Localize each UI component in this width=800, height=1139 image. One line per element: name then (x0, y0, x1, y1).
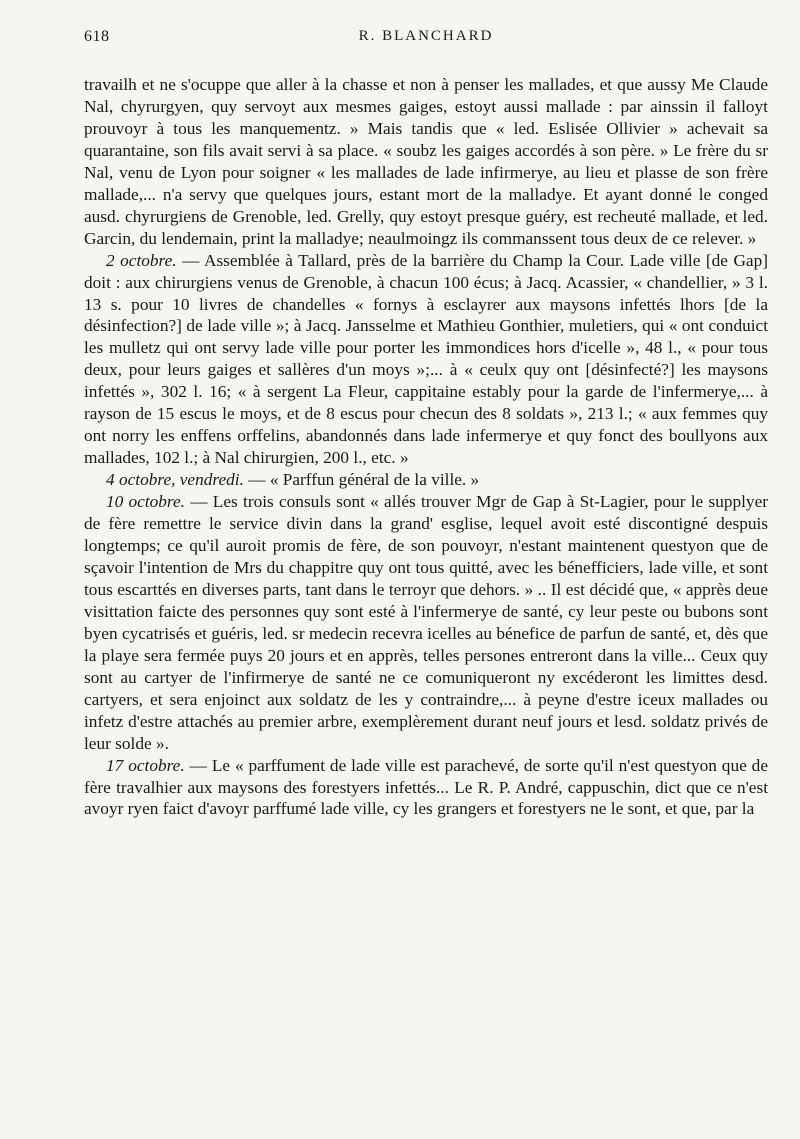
page-header (84, 28, 768, 52)
paragraph-2-octobre (84, 250, 768, 470)
paragraph-text: — « Parffun général de la ville. » (243, 470, 480, 490)
page-number: 618 (84, 28, 110, 45)
paragraph-date: 10 octobre. (106, 492, 186, 512)
paragraph-17-octobre (84, 755, 768, 821)
paragraph-text: — Le « parffument de lade ville est parachevé, de sorte qu'il n'est questyon que de fère travalhier aux maysons des forestyers infettés... Le R. P. André, cappuschin, dict que ce n'est avoyr ryen faict d'avoyr parffumé lade ville, cy les grangers et forestyers ne le sont, et que, par la (84, 755, 768, 819)
paragraph-text: — Les trois consuls sont « allés trouver Mgr de Gap à St-Lagier, pour le supplyer de fère remettre le service divin dans la grand' esglise, lequel avoit esté discontigné despuis longtemps; ce qu'il auroit promis de fère, de son pouvoyr, n'estant maintenent questyon que de sçavoir l'intention de Mrs du chappitre quy ont tous quitté, avec les bénefficiers, lade ville, et sont tous escarttés en diverses parts, tant dans le terroyr que dehors. » .. Il est décidé que, « apprès deue visittation faicte des personnes quy sont esté à l'infermerye de santé, cy leur peste ou bubons sont byen cycatrisés et guéris, led. sr medecin recevra icelles au bénefice de parfun de santé, et, dès que la playe sera fermée puys 20 jours et en apprès, telles persones entreront dans la ville... Ceux quy sont au cartyer de l'infirmerye de santé ne ce comuniqueront ny excéderont les limittes desd. cartyers, et sera enjoinct aux soldatz de les y contraindre,... à peyne d'estre iceux mallades ou infetz d'estre attachés au premier arbre, exemplèrement durant neuf jours et lesd. soldatz privés de leur solde ». (84, 492, 768, 753)
paragraph-continuation (84, 74, 768, 250)
paragraph-text: — Assemblée à Tallard, près de la barrière du Champ la Cour. Lade ville [de Gap] doit : aux chirurgiens venus de Grenoble, à chacun 100 écus; à Jacq. Acassier, « chandellier, » 3 l. 13 s. pour 10 livres de chandelles « fornys à esclayrer aux maysons infettés lhors [de la désinfection?] de lade ville »; à Jacq. Jansselme et Mathieu Gonthier, muletiers, qui « ont conduict les mulletz qui ont servy lade ville pour porter les immondices hors d'icelle », 48 l., « pour tous deux, pour leurs gaiges et sallères d'un moys »;... à « ceulx quy ont [désinfecté?] les maysons infettés », 302 l. 16; « à sergent La Fleur, cappitaine estably pour la garde de l'infermerye,... à rayson de 15 escus le moys, et de 8 escus pour checun des 8 soldats », 213 l.; « aux femmes quy ont norry les enffens orffelins, abandonnés dans lade infermerye et quy fonct des boullyons aux mallades, 102 l.; à Nal chirurgien, 200 l., etc. » (84, 250, 768, 468)
paragraph-10-octobre (84, 491, 768, 754)
body-text (84, 74, 768, 820)
paragraph-4-octobre (84, 469, 768, 491)
paragraph-date: 4 octobre, vendredi. (106, 470, 244, 490)
running-head: R. BLANCHARD (358, 28, 494, 44)
paragraph-date: 17 octobre. (106, 755, 185, 775)
paragraph-date: 2 octobre. (106, 250, 177, 270)
paragraph-text: travailh et ne s'ocuppe que aller à la chasse et non à penser les mallades, et que aussy Me Claude Nal, chyrurgyen, quy servoyt aux mesmes gaiges, estoyt aussi mallade : par ainssin il falloyt prouvoyr à tous les manquementz. » Mais tandis que « led. Eslisée Ollivier » achevait sa quarantaine, son fils avait servi à sa place. « soubz les gaiges accordés à son père. » Le frère du sr Nal, venu de Lyon pour soigner « les mallades de lade infirmerye, au lieu et plasse de son frère mallade,... n'a servy que quelques jours, estant mort de la malladye. Et ayant donné le conged ausd. chyrurgiens de Grenoble, led. Grelly, quy estoyt presque guéry, est recheuté mallade, et led. Garcin, du lendemain, print la malladye; neaulmoingz ils commanssent tous deux de ce relever. » (84, 75, 768, 248)
